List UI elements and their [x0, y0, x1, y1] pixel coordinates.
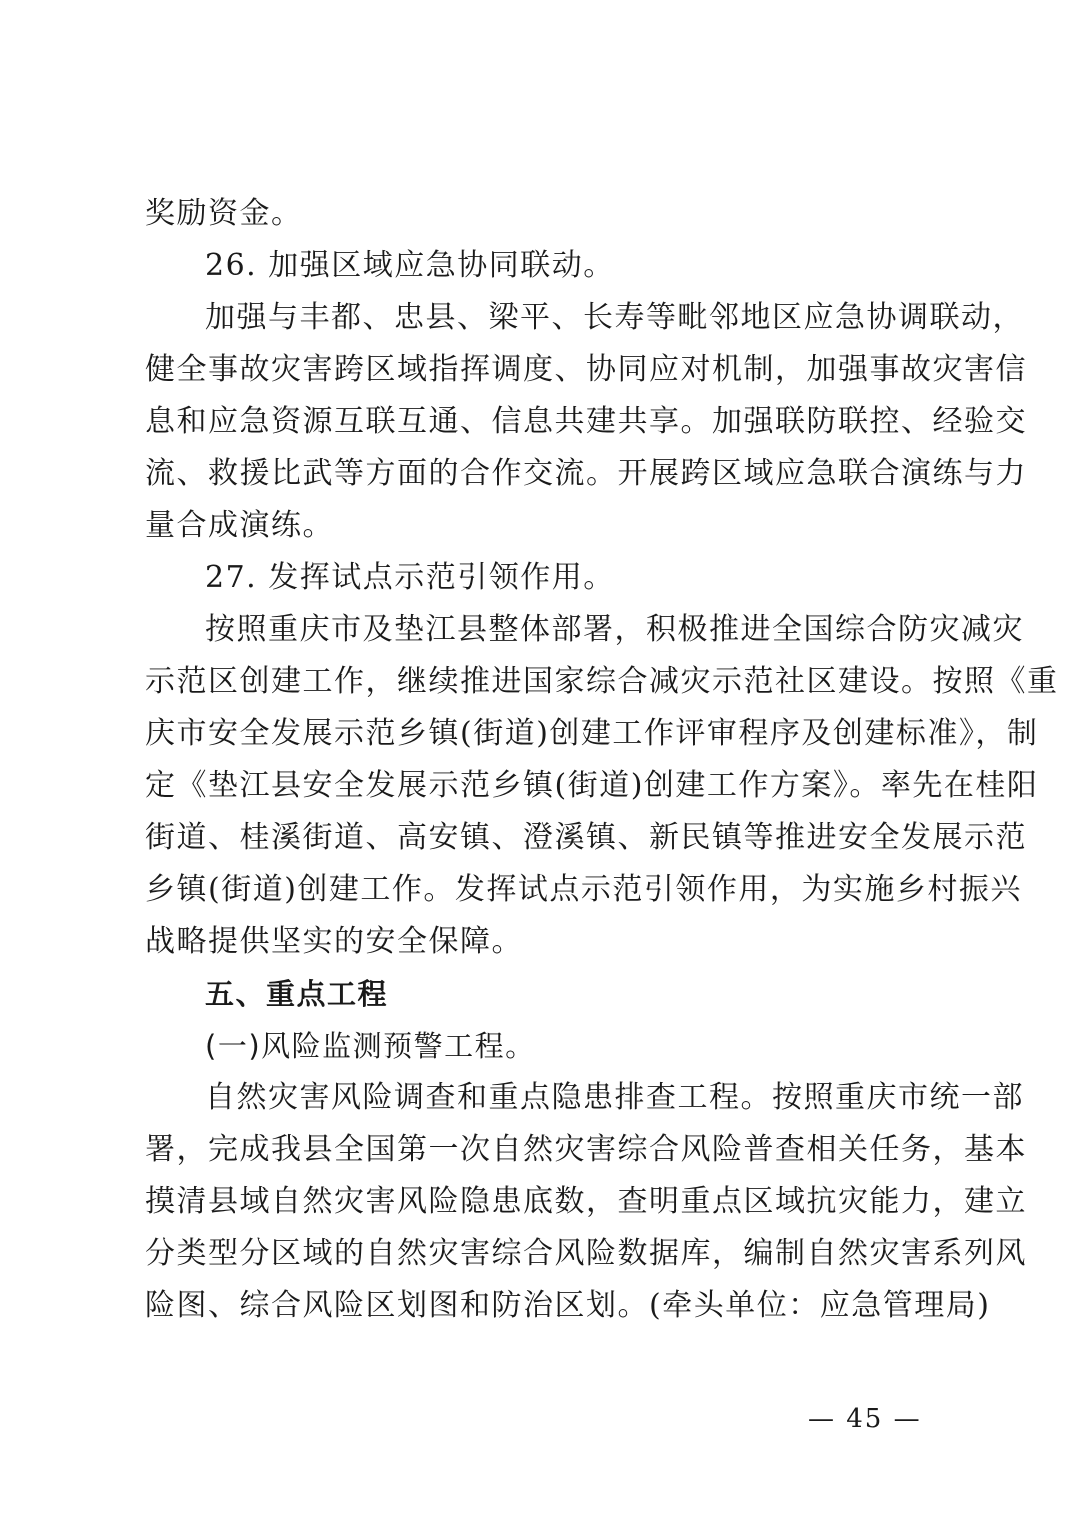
paragraph-27-line-6: 乡镇(街道)创建工作。发挥试点示范引领作用，为实施乡村振兴	[145, 872, 1022, 907]
paragraph-27-line-5: 街道、桂溪街道、高安镇、澄溪镇、新民镇等推进安全发展示范	[145, 820, 1027, 855]
paragraph-26-line-1: 加强与丰都、忠县、梁平、长寿等毗邻地区应急协调联动，	[205, 300, 1024, 335]
subsection-heading: (一)风险监测预警工程。	[205, 1029, 536, 1063]
item-26-title: 26. 加强区域应急协同联动。	[205, 248, 615, 283]
paragraph-project-line-1: 自然灾害风险调查和重点隐患排查工程。按照重庆市统一部	[205, 1080, 1024, 1115]
paragraph-continuation: 奖励资金。	[145, 196, 303, 231]
paragraph-26-line-5: 量合成演练。	[145, 508, 334, 543]
paragraph-27-line-2: 示范区创建工作，继续推进国家综合减灾示范社区建设。按照《重	[145, 664, 1059, 699]
paragraph-27-line-4: 定《垫江县安全发展示范乡镇(街道)创建工作方案》。率先在桂阳	[145, 768, 1039, 803]
paragraph-26-line-2: 健全事故灾害跨区域指挥调度、协同应对机制，加强事故灾害信	[145, 352, 1027, 387]
paragraph-project-line-4: 分类型分区域的自然灾害综合风险数据库，编制自然灾害系列风	[145, 1236, 1027, 1271]
section-heading: 五、重点工程	[205, 977, 389, 1011]
paragraph-27-line-3: 庆市安全发展示范乡镇(街道)创建工作评审程序及创建标准》，制	[145, 716, 1039, 751]
paragraph-26-line-3: 息和应急资源互联互通、信息共建共享。加强联防联控、经验交	[145, 404, 1027, 439]
paragraph-27-line-1: 按照重庆市及垫江县整体部署，积极推进全国综合防灾减灾	[205, 612, 1024, 647]
item-27-title: 27. 发挥试点示范引领作用。	[205, 560, 615, 595]
paragraph-27-line-7: 战略提供坚实的安全保障。	[145, 924, 523, 959]
page-number: — 45 —	[808, 1404, 922, 1434]
paragraph-26-line-4: 流、救援比武等方面的合作交流。开展跨区域应急联合演练与力	[145, 456, 1027, 491]
paragraph-project-line-2: 署，完成我县全国第一次自然灾害综合风险普查相关任务，基本	[145, 1132, 1027, 1167]
paragraph-project-line-3: 摸清县域自然灾害风险隐患底数，查明重点区域抗灾能力，建立	[145, 1184, 1027, 1219]
document-body	[145, 188, 1059, 1332]
paragraph-project-line-5: 险图、综合风险区划图和防治区划。(牵头单位：应急管理局)	[145, 1288, 991, 1323]
